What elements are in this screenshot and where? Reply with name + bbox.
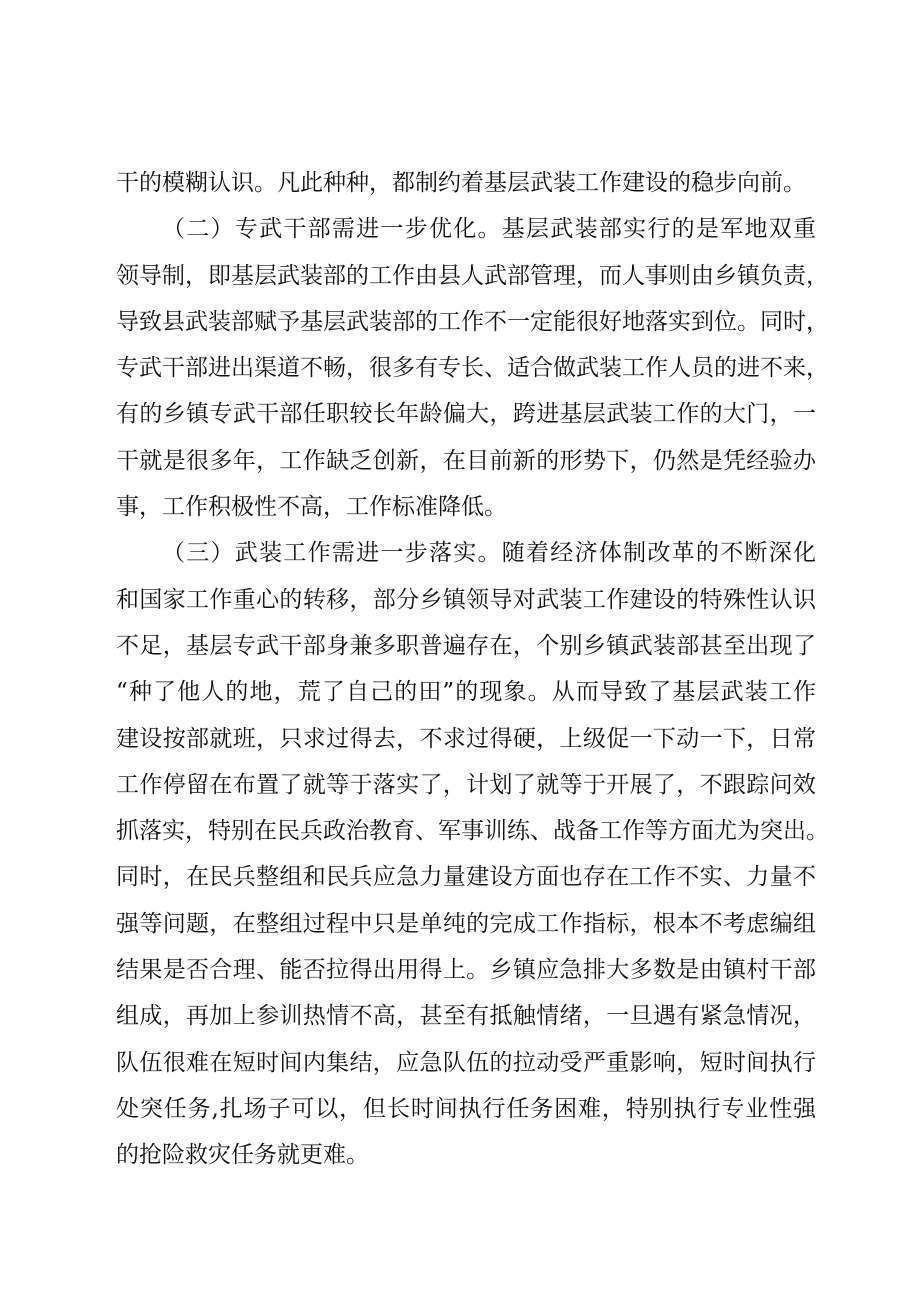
text-line: 领导制，即基层武装部的工作由县人武部管理，而人事则由乡镇负责，: [116, 262, 829, 289]
text-line: 干的模糊认识。凡此种种，都制约着基层武装工作建设的稳步向前。: [116, 170, 806, 196]
text-line: 有的乡镇专武干部任职较长年龄偏大，跨进基层武装工作的大门，一: [116, 401, 816, 428]
text-line: 专武干部进出渠道不畅，很多有专长、适合做武装工作人员的进不来，: [116, 355, 829, 382]
text-line: 导致县武装部赋予基层武装部的工作不一定能很好地落实到位。同时，: [116, 308, 829, 335]
text-line: “种了他人的地，荒了自己的田”的现象。从而导致了基层武装工作: [116, 679, 816, 706]
text-line: 队伍很难在短时间内集结，应急队伍的拉动受严重影响，短时间执行: [116, 1049, 816, 1076]
text-line: 工作停留在布置了就等于落实了，计划了就等于开展了，不跟踪问效: [116, 771, 816, 798]
body-text: [116, 160, 829, 1179]
text-line: 事，工作积极性不高，工作标准降低。: [116, 494, 507, 521]
paragraph-heading-line: （二）专武干部需进一步优化。基层武装部实行的是军地双重: [162, 216, 816, 243]
text-line: 处突任务,扎场子可以，但长时间执行任务困难，特别执行专业性强: [116, 1095, 816, 1122]
text-line: 组成，再加上参训热情不高，甚至有抵触情绪，一旦遇有紧急情况，: [116, 1003, 816, 1030]
text-line: 强等问题，在整组过程中只是单纯的完成工作指标，根本不考虑编组: [116, 910, 816, 937]
text-line: 和国家工作重心的转移，部分乡镇领导对武装工作建设的特殊性认识: [116, 586, 816, 613]
text-line: 建设按部就班，只求过得去，不求过得硬，上级促一下动一下，日常: [116, 725, 816, 752]
text-line: 同时，在民兵整组和民兵应急力量建设方面也存在工作不实、力量不: [116, 864, 816, 891]
text-line: 抓落实，特别在民兵政治教育、军事训练、战备工作等方面尤为突出。: [116, 818, 829, 845]
text-line: 的抢险救灾任务就更难。: [116, 1142, 369, 1169]
text-line: 结果是否合理、能否拉得出用得上。乡镇应急排大多数是由镇村干部: [116, 957, 816, 984]
text-line: 干就是很多年，工作缺乏创新，在目前新的形势下，仍然是凭经验办: [116, 447, 816, 474]
text-line: 不足，基层专武干部身兼多职普遍存在，个别乡镇武装部甚至出现了: [116, 632, 816, 659]
paragraph-heading-line: （三）武装工作需进一步落实。随着经济体制改革的不断深化: [162, 540, 816, 567]
